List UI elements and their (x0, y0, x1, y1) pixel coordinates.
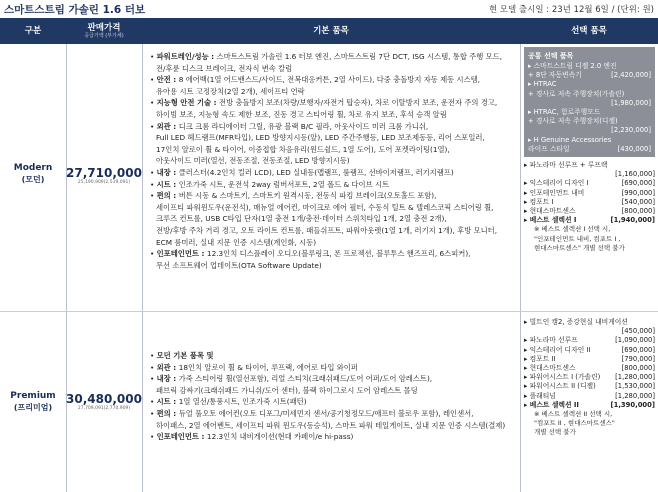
trim-name-ko: (프리미엄) (13, 403, 53, 412)
common-option-item (528, 90, 651, 99)
basic-item-label: 인포테인먼트 : (156, 432, 207, 442)
option-label: 라이프 스타일 (528, 144, 570, 153)
option-label: ▸ 베스트 셀렉션 I (524, 216, 577, 225)
option-price: [2,230,000] (611, 126, 651, 135)
option-label: ▸ HTRAC, 험로주행모드 (528, 108, 601, 117)
price-sub: 27,709,091(2,770,909) (77, 406, 131, 411)
basic-item: • 지능형 안전 기술 : 전방 충돌방지 보조(차량/보행자/자전거 탑승자), 차로 이탈방지 보조, 운전자 주의 경고, (150, 98, 498, 108)
option-items (520, 318, 658, 438)
basic-item: • 파워트레인/성능 : 스마트스트림 가솔린 1.6 터보 엔진, 스마트스트림 7단 DCT, ISG 시스템, 통합 주행 모드, (150, 52, 503, 61)
basic-item: • 안전 : 8 에어백(1열 어드밴스드/사이드, 전복대응커튼, 2열 사이드), 다중 충돌방지 자동 제동 시스템, (150, 75, 480, 85)
option-label: ▸ 플래티넘 (524, 391, 556, 400)
trim-label (0, 162, 66, 185)
option-price: [1,280,000] (615, 373, 655, 382)
basic-item (150, 225, 520, 237)
basic-item-label: 편의 : (156, 191, 179, 201)
basic-items (142, 350, 520, 443)
basic-item: • 내장 : 클러스터(4.2인치 컬러 LCD), LED 실내등(맵램프, 룸램프, 선바이저램프, 러기지램프) (150, 167, 454, 177)
basic-item (150, 144, 520, 156)
basic-item (150, 109, 520, 121)
price-cell (66, 166, 142, 186)
option-price: [450,000] (621, 327, 655, 336)
basic-item (150, 202, 520, 214)
basic-item-label: 내장 : (156, 374, 179, 384)
basic-item: • 시트 : 1열 열선/통풍시트, 인조가죽 시트(패턴) (150, 397, 307, 407)
basic-item (150, 86, 520, 98)
option-item (524, 364, 655, 373)
option-price: [430,000] (617, 144, 651, 153)
common-options-title: 공통 선택 품목 (528, 52, 574, 60)
common-options-box (524, 47, 655, 157)
basic-item-label: 편의 : (156, 408, 179, 418)
basic-item: • 시트 : 인조가죽 시트, 운전석 2way 럼버서포트, 2열 폴드 & 다이브 시트 (150, 179, 390, 189)
option-price: [690,000] (621, 345, 655, 354)
basic-item-text: ECM 룸미러, 실내 지문 인증 시스템(계인화, 시동) (156, 237, 317, 247)
option-label: ▸ 파워어시스트 I (가솔린) (524, 373, 601, 382)
basic-item (150, 260, 520, 272)
price-value: 27,710,000 (66, 166, 142, 180)
option-item (524, 355, 655, 364)
release-note: 현 모델 출시일 : 23년 12월 6일 / (단위: 원) (488, 5, 654, 15)
trim-name: Premium (10, 391, 56, 401)
basic-item-text: 전/후륜 디스크 브레이크, 전자식 변속 칼럼 (156, 63, 293, 73)
option-item (524, 392, 655, 401)
basic-item-text: 버튼 시동 & 스마트키, 스마트키 원격시동, 전동식 파킹 브레이크(오토홀드 포함), (178, 191, 437, 201)
header-price-label: 판매가격 (87, 23, 121, 33)
option-price: [540,000] (621, 197, 655, 206)
basic-item (150, 213, 520, 225)
option-label: ▸ 파노라마 선루프 + 루프랙 (524, 161, 608, 170)
header-category-label: 구분 (24, 26, 42, 36)
option-note: 개별 선택 불가 (534, 428, 576, 437)
option-item (524, 207, 655, 216)
basic-item-text: 하이빔 보조, 지능형 속도 제한 보조, 진동 경고 스티어링 휠, 차로 유지 보조, 후석 승객 알림 (156, 109, 447, 119)
option-note: ※ 베스트 셀렉션 I 선택 시, (534, 225, 611, 234)
option-note: 현대스마트센스" 개별 선택 불가 (534, 243, 625, 252)
option-item (524, 189, 655, 198)
basic-item-text: 아웃사이드 미러(열선, 전동조절, 전동조절, LED 방향지시등) (156, 156, 350, 166)
basic-item-label: 파워트레인/성능 : (156, 52, 217, 61)
header-options (520, 18, 658, 44)
common-option-item (528, 80, 651, 89)
header-price-sub: 공급가액 (부가세) (84, 33, 124, 39)
basic-item-text: 가죽 스티어링 휠(열선포함), 리얼 스티치(크래쉬패드/도어 어퍼/도어 암레스트), (178, 374, 433, 384)
basic-item-text: 듀얼 풀오토 에어컨(오토 디포그/미세먼지 센서/공기청정모드/애프터 블로우 포함), 레인센서, (178, 408, 474, 418)
basic-item-label: 내장 : (156, 167, 179, 177)
basic-item: • 인포테인먼트 : 12.3인치 디스플레이 오디오(블루링크, 폰 프로젝션, 블루투스 핸즈프리, 6스피커), (150, 249, 471, 259)
basic-item: • 외관 : 디크 크롬 라디에이터 그릴, 유광 블랙 B/C 필라, 아웃사이드 미러 크롬 가니쉬, (150, 121, 429, 131)
option-price: [1,390,000] (610, 400, 655, 409)
option-price: [1,090,000] (615, 336, 655, 345)
common-option-item (528, 62, 651, 71)
basic-item (150, 237, 520, 249)
option-label: ▸ 익스테리어 디자인 II (524, 345, 591, 354)
header-basic (142, 18, 520, 44)
basic-item-text: 8 에어백(1열 어드밴스드/사이드, 전복대응커튼, 2열 사이드), 다중 충돌방지 자동 제동 시스템, (178, 75, 480, 85)
basic-item-label: 시트 : (156, 179, 179, 189)
basic-item: • 인포테인먼트 : 12.3인치 내비게이션(현대 카페이/e hi-pass) (150, 432, 354, 442)
option-price: [1,530,000] (615, 382, 655, 391)
option-price: [990,000] (621, 188, 655, 197)
option-items (520, 44, 658, 253)
basic-items (142, 51, 520, 271)
basic-item-text: 하이패스, 2열 에어벤트, 세이프티 파워 윈도우(동승석), 스마트 파워 테일게이트, 실내 지문 인증 시스템(결제) (156, 420, 506, 430)
common-option-item (528, 71, 651, 80)
option-price: [1,280,000] (615, 391, 655, 400)
option-label: ▸ 파노라마 선루프 (524, 336, 578, 345)
basic-item-label: 외관 : (156, 121, 179, 131)
common-option-item (528, 99, 651, 108)
page-title: 스마트스트림 가솔린 1.6 터보 (4, 4, 146, 16)
option-label: ▸ 인포테인먼트 내비 (524, 188, 585, 197)
trim-name-ko: (모던) (21, 175, 45, 184)
common-option-item (528, 108, 651, 117)
basic-item (150, 132, 520, 144)
basic-item (150, 385, 520, 397)
basic-item-text: 패브릭 감싸기(크래쉬패드 가니쉬/도어 센터), 블랙 하이그로시 도어 암레스트 몰딩 (156, 385, 418, 395)
price-value: 30,480,000 (66, 392, 142, 406)
option-label: ▸ 컴포트 II (524, 354, 556, 363)
basic-item: • 편의 : 듀얼 풀오토 에어컨(오토 디포그/미세먼지 센서/공기청정모드/애프터 블로우 포함), 레인센서, (150, 408, 474, 418)
basic-item-label: 시트 : (156, 397, 179, 407)
price-sub: 25,190,909(2,519,091) (77, 180, 131, 185)
basic-item-text: 12.3인치 디스플레이 오디오(블루링크, 폰 프로젝션, 블루투스 핸즈프리, 6스피커), (206, 249, 471, 259)
option-label: ▸ 파워어시스트 II (디젤) (524, 382, 596, 391)
trim-name: Modern (13, 163, 53, 173)
title-bar (0, 0, 658, 18)
basic-item-text: 크루즈 컨트롤, USB C타입 단자(1열 충전 1개/충전·데이터 스위치타입 1개, 2열 충전 2개), (156, 214, 447, 224)
option-label: + 경사로 저속 주행장치(디젤) (528, 117, 618, 126)
option-label: ▸ 현대스마트센스 (524, 364, 576, 373)
option-price: [1,940,000] (610, 216, 655, 225)
option-price: [800,000] (621, 364, 655, 373)
option-label: ▸ 익스테리어 디자인 I (524, 179, 589, 188)
option-item (524, 161, 655, 170)
common-option-item (528, 145, 651, 154)
trim-row-modern (0, 44, 658, 312)
basic-item-text: 세이프티 파워윈도우(운전석), 매뉴얼 에어컨, 마이크로 에어 필터, 수동식 틸트 & 텔레스코픽 스티어링 휠, (156, 202, 494, 212)
basic-item-text: 전방 충돌방지 보조(차량/보행자/자전거 탑승자), 차로 이탈방지 보조, 운전자 주의 경고, (219, 98, 498, 108)
option-label: ▸ H Genuine Accessories (528, 135, 612, 144)
common-option-item (528, 117, 651, 126)
header-options-label: 선택 품목 (571, 26, 607, 36)
option-label: ▸ 빌트인 캠2, 증강현실 내비게이션 (524, 318, 628, 326)
option-label: ▸ 현대스마트센스 (524, 207, 576, 216)
option-label: ▸ 컴포트 I (524, 197, 554, 206)
header-category (0, 18, 66, 44)
option-item (524, 198, 655, 207)
basic-item: • 내장 : 가죽 스티어링 휠(열선포함), 리얼 스티치(크래쉬패드/도어 어퍼/도어 암레스트), (150, 374, 433, 384)
basic-item (150, 63, 520, 75)
option-item (524, 336, 655, 345)
option-item (524, 346, 655, 355)
basic-item-text: 1열 열선/통풍시트, 인조가죽 시트(패턴) (178, 397, 307, 407)
trim-label (0, 390, 66, 413)
table-header (0, 18, 658, 44)
option-label: ▸ HTRAC (528, 80, 557, 89)
header-price (66, 18, 142, 44)
option-item (524, 318, 655, 327)
basic-item-text: 17인치 알로이 휠 & 타이어, 이중접합 차음유리(윈드쉴드, 1열 도어), 도어 포켓라이팅(1열), (156, 144, 450, 154)
basic-item-text: 디크 크롬 라디에이터 그릴, 유광 블랙 B/C 필라, 아웃사이드 미러 크롬 가니쉬, (178, 121, 429, 131)
option-item (524, 382, 655, 391)
basic-item-label: 지능형 안전 기술 : (156, 98, 220, 108)
option-price: [790,000] (621, 354, 655, 363)
option-price: [1,160,000] (615, 170, 655, 179)
basic-item: • 외관 : 18인치 알로이 휠 & 타이어, 루프랙, 에어로 타입 와이퍼 (150, 362, 358, 372)
option-note: "컴포트 II , 현대스마트센스" (534, 419, 615, 428)
common-option-item (528, 126, 651, 135)
basic-item-text: 무선 소프트웨어 업데이트(OTA Software Update) (156, 260, 322, 270)
option-label: ▸ 베스트 셀렉션 II (524, 400, 579, 409)
header-basic-label: 기본 품목 (313, 26, 349, 36)
price-cell (66, 392, 142, 412)
basic-item (150, 420, 520, 432)
option-label: ▸ 스마트스트림 디젤 2.0 엔진 (528, 62, 617, 70)
option-label: + 8단 자동변속기 (528, 71, 582, 80)
option-item (524, 179, 655, 188)
basic-item-label: 안전 : (156, 75, 179, 85)
option-note: ※ 베스트 셀렉션 II 선택 시, (534, 410, 613, 419)
option-price: [1,980,000] (611, 98, 651, 107)
basic-item-label: 모던 기본 품목 및 (156, 351, 214, 360)
option-price: [800,000] (621, 207, 655, 216)
basic-item-text: 12.3인치 내비게이션(현대 카페이/e hi-pass) (206, 432, 354, 442)
basic-item-label: 외관 : (156, 362, 179, 372)
basic-item-text: 전방/후방 주차 거리 경고, 오토 라이트 컨트롤, 패들쉬프트, 파워아웃렛(1열 1개, 러기지 1개), 후방 모니터, (156, 225, 498, 235)
basic-item-label: 인포테인먼트 : (156, 249, 207, 259)
basic-item-text: 클러스터(4.2인치 컬러 LCD), LED 실내등(맵램프, 룸램프, 선바이저램프, 러기지램프) (178, 167, 454, 177)
option-note: "인포테인먼트 내비, 컴포트 I , (534, 234, 621, 243)
option-price: [690,000] (621, 179, 655, 188)
basic-item-text: 18인치 알로이 휠 & 타이어, 루프랙, 에어로 타입 와이퍼 (178, 362, 358, 372)
trim-row-premium (0, 312, 658, 492)
option-label: + 경사로 저속 주행장치(가솔린) (528, 89, 625, 98)
basic-item-text: 유아용 시트 고정장치(2열 2개), 세이프티 언락 (156, 86, 305, 96)
option-item (524, 401, 655, 410)
basic-item: • 편의 : 버튼 시동 & 스마트키, 스마트키 원격시동, 전동식 파킹 브레이크(오토홀드 포함), (150, 191, 437, 201)
option-price: [2,420,000] (611, 71, 651, 80)
common-option-item (528, 136, 651, 145)
basic-item-text: Full LED 헤드램프(MFR타입), LED 방향지시등(앞), LED 주간주행등, LED 보조제동등, 리어 스포일러, (156, 133, 485, 143)
basic-item-text: 인조가죽 시트, 운전석 2way 럼버서포트, 2열 폴드 & 다이브 시트 (178, 179, 390, 189)
basic-item: • 모던 기본 품목 및 (150, 351, 214, 360)
basic-item-text: 스마트스트림 가솔린 1.6 터보 엔진, 스마트스트림 7단 DCT, ISG 시스템, 통합 주행 모드, (216, 52, 503, 61)
basic-item (150, 155, 520, 167)
